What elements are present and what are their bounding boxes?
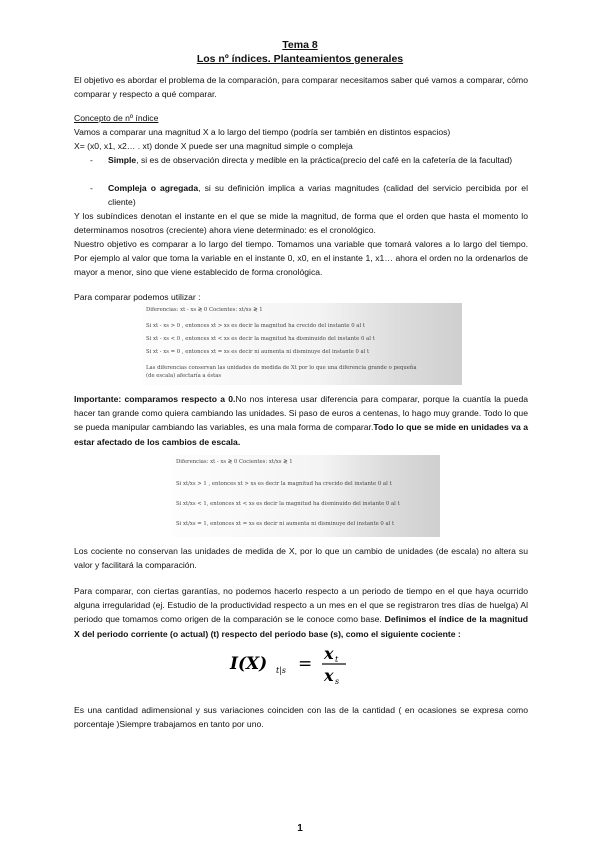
list-description: , si su definición implica a varias magnitudes (calidad del servicio percibida por el cliente) [108, 183, 528, 208]
image-line: Diferencias: xt - xs ≷ 0 Cocientes: xt/xs ≷ 1 [146, 307, 263, 313]
image-line: (de escala) afectaría a éstas [146, 373, 222, 379]
list-item-text [108, 153, 528, 167]
compare-intro: Para comparar podemos utilizar : [74, 292, 201, 302]
page-title: Tema 8 [282, 39, 318, 51]
bullet-dash: - [90, 155, 93, 165]
important-body: No nos interesa usar diferencia para comparar, porque la cuantía la pueda hacer tan grande como quiera cambiando las unidades. Si paso de euros a centenas, lo hago muy grande. Todo lo que se pueda manipular cambiando las variables, es una mala forma de comparar. [74, 394, 529, 433]
intro-paragraph: El objetivo es abordar el problema de la comparación, para comparar necesitamos saber qué vamos a comparar, cómo comparar y respecto a qué comparar. [74, 75, 528, 100]
important-paragraph [74, 392, 528, 449]
list-description: , si es de observación directa y medible en la práctica(precio del café en la cafetería de la facultad) [136, 155, 513, 165]
bullet-dash: - [90, 183, 93, 193]
list-term: Simple [108, 155, 137, 165]
formula-numerator-subscript: t [335, 655, 339, 664]
formula-lhs-subscript: t|s [276, 666, 287, 675]
image-line: Diferencias: xt - xs ≷ 0 Cocientes: xt/xs ≷ 1 [176, 459, 293, 465]
differences-image [142, 303, 462, 385]
image-line: Las diferencias conservan las unidades de medida de Xt por lo que una diferencia grande o pequeña [146, 365, 417, 371]
index-formula [228, 633, 378, 693]
formula-lhs: I(X) [230, 654, 268, 674]
quotient-paragraph: Los cociente no conservan las unidades de medida de X, por lo que un cambio de unidades (de escala) no altera su valor y facilitará la comparación. [74, 546, 528, 571]
image-line: Si xt/xs < 1, entonces xt < xs es decir la magnitud ha disminuido del instante 0 al t [176, 501, 400, 507]
image-line: Si xt - xs = 0 , entonces xt = xs es decir ni aumenta ni disminuye del instante 0 al t [146, 349, 370, 355]
formula-equals: = [298, 654, 313, 674]
list-term: Compleja o agregada [108, 183, 199, 193]
subscripts-paragraph: Y los subíndices denotan el instante en el que se mide la magnitud, de forma que el orden que hasta el momento lo determinamos nosotros (creciente) ahora viene determinado: es el cronológico. [74, 211, 528, 236]
concept-heading: Concepto de nº índice [74, 113, 159, 123]
important-lead: Importante: comparamos respecto a 0. [74, 394, 236, 404]
list-item-text [108, 181, 528, 209]
image-line: Si xt/xs > 1 , entonces xt > xs es decir la magnitud ha crecido del instante 0 al t [176, 481, 392, 487]
important-tail: Todo lo que se mide en unidades va a estar afectado de los cambios de escala. [74, 422, 528, 447]
formula-denominator-subscript: s [335, 677, 340, 686]
quotients-image [172, 455, 440, 537]
page-number: 1 [297, 823, 303, 834]
image-line: Si xt/xs = 1, entonces xt = xs es decir ni aumenta ni disminuye del instante 0 al t [176, 521, 395, 527]
final-paragraph: Es una cantidad adimensional y sus variaciones coinciden con las de la cantidad ( en ocasiones se expresa como porcentaje )Siempre trabajamos en tanto por uno. [74, 705, 528, 730]
definition-text: Definimos el índice de la magnitud X del periodo corriente (o actual) (t) respecto del periodo base (s), como el siguiente cociente : [74, 614, 529, 639]
concept-line-1: Vamos a comparar una magnitud X a lo largo del tiempo (podría ser también en distintos espacios) [74, 127, 451, 137]
page-subtitle: Los nº índices. Planteamientos generales [196, 53, 404, 65]
formula-numerator: x [324, 644, 334, 663]
concept-line-2: X= (x0, x1, x2… . xt) donde X puede ser una magnitud simple o compleja [74, 141, 353, 151]
objective-paragraph: Nuestro objetivo es comparar a lo largo del tiempo. Tomamos una variable que tomará valores a lo largo del tiempo. Por ejemplo al valor que toma la variable en el instante 0, x0, en el instante 1, x1… ahora el orden no la ordenarlos de mayor a menor, sino que viene establecido de forma cronológica. [74, 239, 528, 278]
base-text: Para comparar, con ciertas garantías, no podemos hacerlo respecto a un periodo de tiempo en el que haya ocurrido alguna irregularidad (ej. Estudio de la productividad respecto a un mes en el que se registraron tres días de huelga) Al periodo que tomamos como origen de la comparación se le conoce como base. [74, 586, 528, 625]
image-line: Si xt - xs < 0 , entonces xt < xs es decir la magnitud ha disminuido del instante 0 al t [146, 336, 375, 342]
formula-denominator: x [324, 666, 334, 685]
image-line: Si xt - xs > 0 , entonces xt > xs es decir la magnitud ha crecido del instante 0 al t [146, 323, 365, 329]
